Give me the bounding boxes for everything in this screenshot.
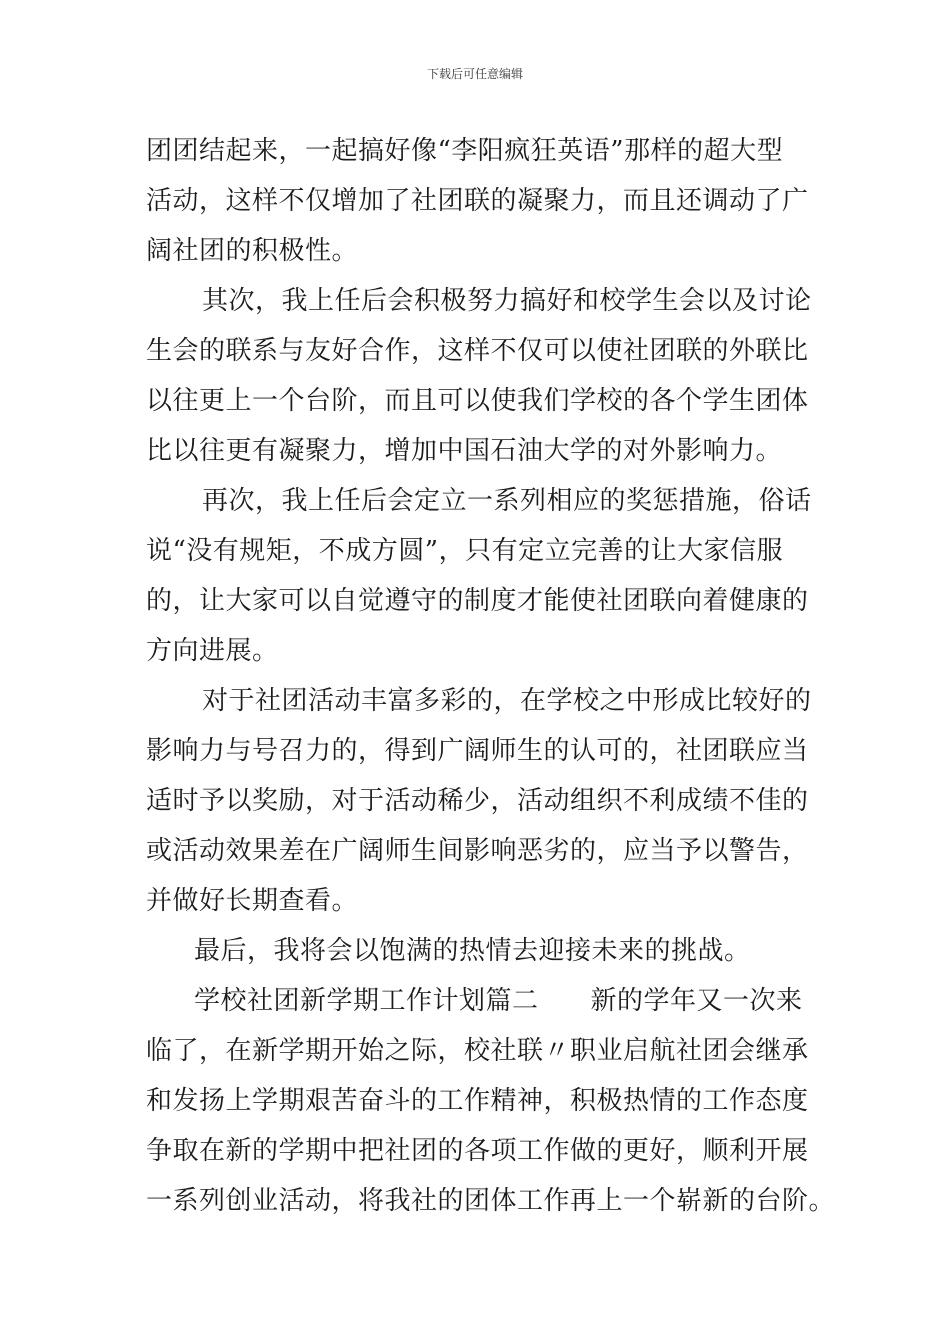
- section-heading: 学校社团新学期工作计划篇二: [194, 986, 539, 1016]
- text-line: 的，让大家可以自觉遵守的制度才能使社团联向着健康的: [146, 586, 809, 616]
- text-line: 和发扬上学期艰苦奋斗的工作精神，积极热情的工作态度: [146, 1086, 809, 1116]
- section-heading-line: [146, 976, 814, 1026]
- paragraph-start-line: 最后，我将会以饱满的热情去迎接未来的挑战。: [194, 936, 751, 966]
- text-line: 团团结起来，一起搞好像“李阳疯狂英语”那样的超大型: [146, 136, 784, 166]
- paragraph-start-line: 其次，我上任后会积极努力搞好和校学生会以及讨论: [202, 286, 812, 316]
- text-line: 阔社团的积极性。: [146, 236, 359, 266]
- paragraph-start-line: 再次，我上任后会定立一系列相应的奖惩措施，俗话: [202, 486, 812, 516]
- text-line: 争取在新的学期中把社团的各项工作做的更好，顺利开展: [146, 1136, 809, 1166]
- paragraph-start-line: 对于社团活动丰富多彩的，在学校之中形成比较好的: [202, 686, 812, 716]
- text-line: 并做好长期查看。: [146, 886, 359, 916]
- text-line: 临了，在新学期开始之际，校社联〃职业启航社团会继承: [146, 1036, 809, 1066]
- text-fragment: 新的学年又一次来: [590, 986, 803, 1016]
- text-line: 或活动效果差在广阔师生间影响恶劣的，应当予以警告，: [146, 836, 809, 866]
- text-line: 适时予以奖励，对于活动稀少，活动组织不利成绩不佳的: [146, 786, 809, 816]
- text-line: 生会的联系与友好合作，这样不仅可以使社团联的外联比: [146, 336, 809, 366]
- text-line: 比以往更有凝聚力，增加中国石油大学的对外影响力。: [146, 436, 783, 466]
- text-line: 活动，这样不仅增加了社团联的凝聚力，而且还调动了广: [146, 186, 809, 216]
- page-header: 下载后可任意编辑: [426, 67, 523, 81]
- document-body: [146, 126, 836, 1226]
- text-line: 方向进展。: [146, 636, 279, 666]
- text-line: 以往更上一个台阶，而且可以使我们学校的各个学生团体: [146, 386, 809, 416]
- text-line: 说“没有规矩，不成方圆”，只有定立完善的让大家信服: [146, 536, 784, 566]
- text-line: 影响力与号召力的，得到广阔师生的认可的，社团联应当: [146, 736, 809, 766]
- text-line: 一系列创业活动，将我社的团体工作再上一个崭新的台阶。: [146, 1186, 836, 1216]
